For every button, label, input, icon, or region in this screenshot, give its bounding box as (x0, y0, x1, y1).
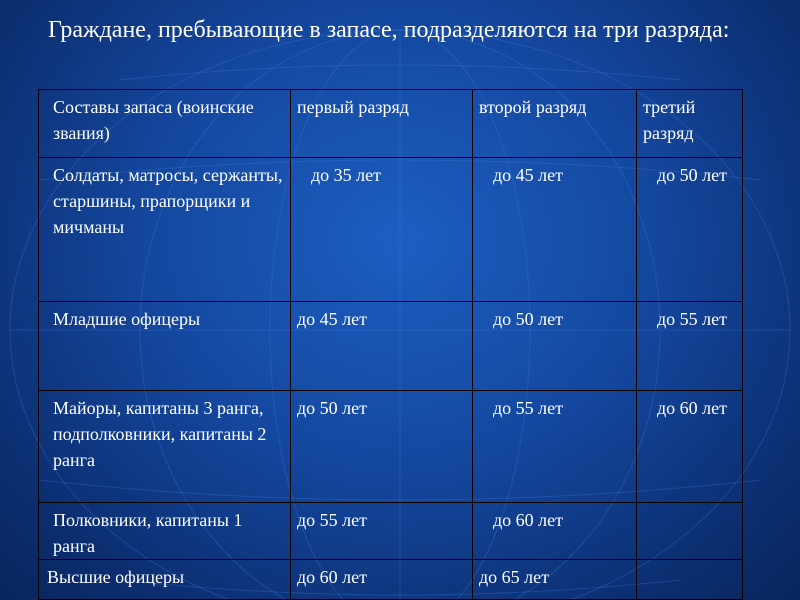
table-row (39, 391, 743, 503)
row-third-category-cell (637, 560, 743, 600)
row-composition-cell: Младшие офицеры (39, 302, 291, 391)
row-third-category-cell (637, 503, 743, 560)
row-second-category-cell: до 45 лет (473, 158, 637, 302)
row-first-category-cell: до 35 лет (291, 158, 473, 302)
table-row (39, 302, 743, 391)
header-reserve-composition: Составы запаса (воинские звания) (39, 90, 291, 158)
table-header-row (39, 90, 743, 158)
row-first-category-cell: до 55 лет (291, 503, 473, 560)
row-second-category-cell: до 55 лет (473, 391, 637, 503)
reserve-categories-table (38, 89, 743, 600)
table-row (39, 503, 743, 560)
table-row (39, 560, 743, 600)
slide-title: Граждане, пребывающие в запасе, подразделяются на три разряда: (48, 17, 730, 43)
row-second-category-cell: до 65 лет (473, 560, 637, 600)
header-first-category: первый разряд (291, 90, 473, 158)
row-third-category-cell: до 55 лет (637, 302, 743, 391)
row-first-category-cell: до 45 лет (291, 302, 473, 391)
row-first-category-cell: до 60 лет (291, 560, 473, 600)
row-composition-cell: Солдаты, матросы, сержанты, старшины, прапорщики и мичманы (39, 158, 291, 302)
header-second-category: второй разряд (473, 90, 637, 158)
row-composition-cell: Полковники, капитаны 1 ранга (39, 503, 291, 560)
row-composition-cell: Высшие офицеры (39, 560, 291, 600)
row-first-category-cell: до 50 лет (291, 391, 473, 503)
row-third-category-cell: до 60 лет (637, 391, 743, 503)
row-second-category-cell: до 50 лет (473, 302, 637, 391)
header-third-category: третий разряд (637, 90, 743, 158)
row-third-category-cell: до 50 лет (637, 158, 743, 302)
row-composition-cell: Майоры, капитаны 3 ранга, подполковники, капитаны 2 ранга (39, 391, 291, 503)
table-row (39, 158, 743, 302)
row-second-category-cell: до 60 лет (473, 503, 637, 560)
